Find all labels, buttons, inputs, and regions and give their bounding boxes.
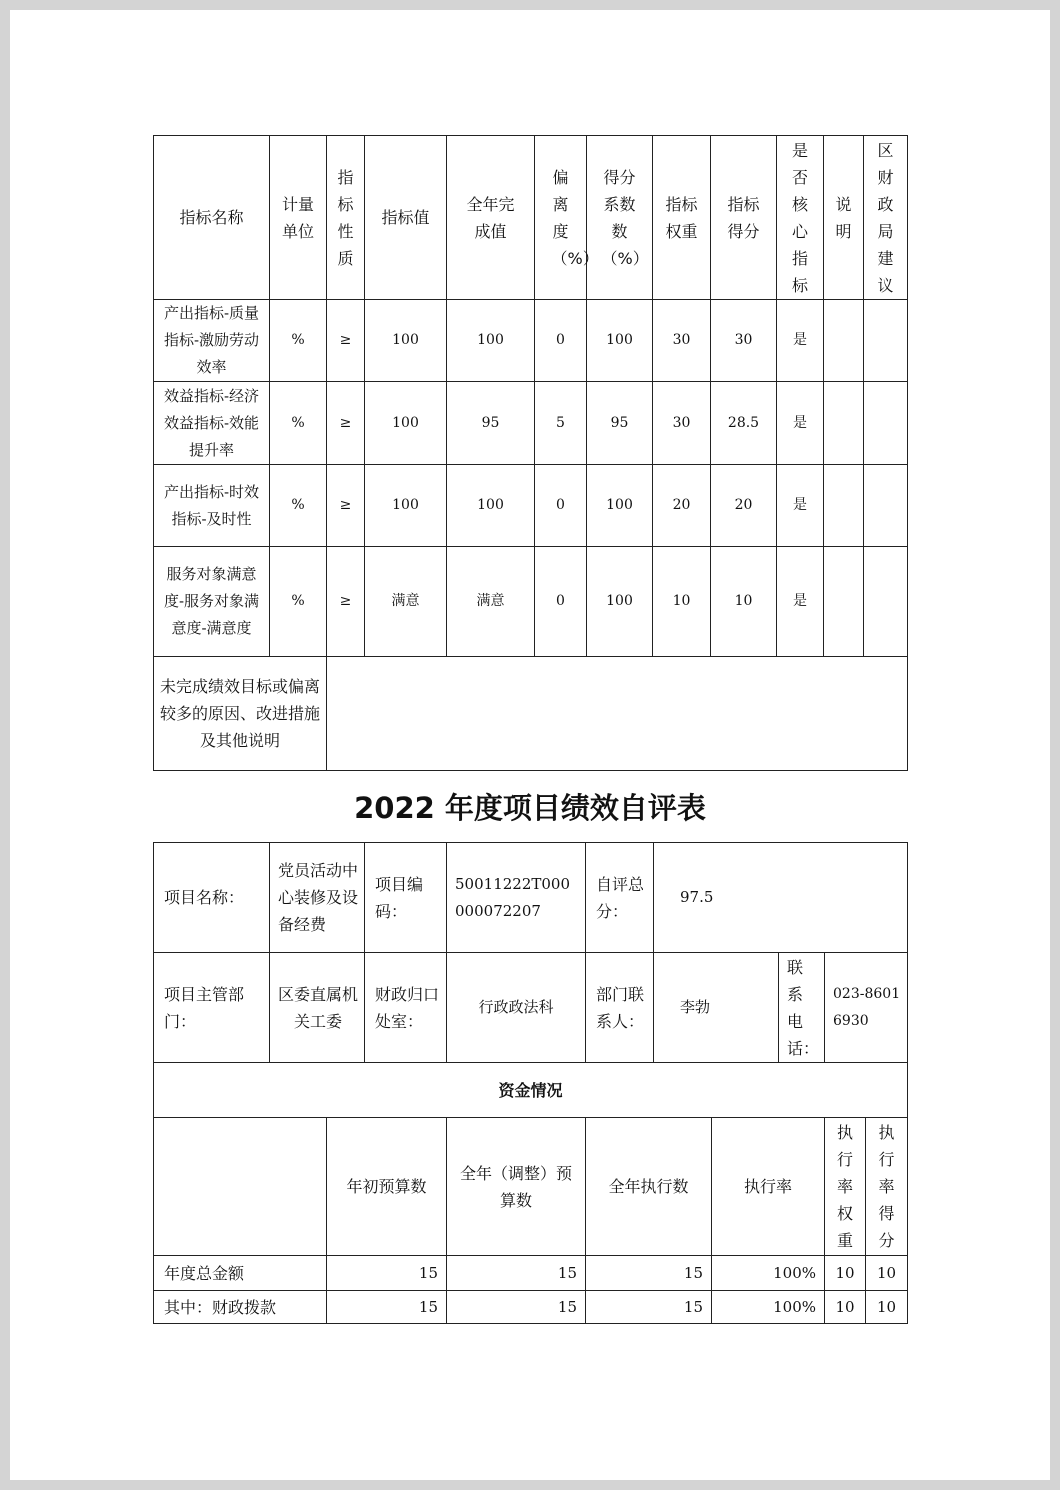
target: 100	[365, 465, 447, 547]
target: 100	[365, 300, 447, 382]
project-row-2	[154, 953, 908, 1063]
core: 是	[777, 300, 824, 382]
project-code-label: 项目编码：	[365, 843, 447, 953]
score: 28.5	[711, 382, 777, 465]
target: 100	[365, 382, 447, 465]
indicator-name: 效益指标-经济效益指标-效能提升率	[154, 382, 270, 465]
project-table	[153, 842, 908, 1324]
initial-budget: 15	[327, 1291, 447, 1324]
nature: ≥	[327, 547, 365, 657]
header-execution-rate: 执行率	[712, 1118, 825, 1256]
execution-rate: 100%	[712, 1256, 825, 1291]
header-adjusted-budget: 全年（调整）预算数	[447, 1118, 586, 1256]
indicator-name: 服务对象满意度-服务对象满意度-满意度	[154, 547, 270, 657]
table-row	[154, 1291, 908, 1324]
coefficient: 100	[587, 300, 653, 382]
finance-label: 财政归口处室：	[365, 953, 447, 1063]
unit: %	[270, 300, 327, 382]
table-row	[154, 1256, 908, 1291]
actual: 95	[447, 382, 535, 465]
rate-weight: 10	[825, 1291, 866, 1324]
header-executed: 全年执行数	[586, 1118, 712, 1256]
self-score-label: 自评总分：	[586, 843, 654, 953]
advice	[864, 300, 908, 382]
footer-label: 未完成绩效目标或偏离较多的原因、改进措施及其他说明	[154, 657, 327, 771]
actual: 满意	[447, 547, 535, 657]
nature: ≥	[327, 300, 365, 382]
funds-section-title: 资金情况	[154, 1063, 908, 1118]
unit: %	[270, 382, 327, 465]
header-rate-weight: 执行率权重	[825, 1118, 866, 1256]
phone-label: 联系电话：	[779, 953, 825, 1063]
document-page	[10, 10, 1050, 1480]
indicator-table	[153, 135, 908, 771]
score: 20	[711, 465, 777, 547]
core: 是	[777, 382, 824, 465]
deviation: 0	[535, 300, 587, 382]
header-note: 说明	[824, 136, 864, 300]
actual: 100	[447, 465, 535, 547]
dept: 区委直属机关工委	[270, 953, 365, 1063]
score: 30	[711, 300, 777, 382]
target: 满意	[365, 547, 447, 657]
coefficient: 95	[587, 382, 653, 465]
header-unit: 计量单位	[270, 136, 327, 300]
self-score: 97.5	[654, 843, 908, 953]
footer-value	[327, 657, 908, 771]
funds-section-row	[154, 1063, 908, 1118]
advice	[864, 547, 908, 657]
header-indicator-name: 指标名称	[154, 136, 270, 300]
core: 是	[777, 465, 824, 547]
project-row-1	[154, 843, 908, 953]
footer-row	[154, 657, 908, 771]
header-target: 指标值	[365, 136, 447, 300]
row-label: 年度总金额	[154, 1256, 327, 1291]
note	[824, 382, 864, 465]
execution-rate: 100%	[712, 1291, 825, 1324]
weight: 30	[653, 382, 711, 465]
rate-score: 10	[866, 1291, 908, 1324]
project-name-label: 项目名称：	[154, 843, 270, 953]
initial-budget: 15	[327, 1256, 447, 1291]
advice	[864, 465, 908, 547]
coefficient: 100	[587, 465, 653, 547]
finance-office: 行政政法科	[447, 953, 586, 1063]
header-initial-budget: 年初预算数	[327, 1118, 447, 1256]
header-core: 是否核心指标	[777, 136, 824, 300]
header-weight: 指标权重	[653, 136, 711, 300]
note	[824, 465, 864, 547]
header-actual: 全年完成值	[447, 136, 535, 300]
contact: 李勃	[654, 953, 779, 1063]
table-row	[154, 547, 908, 657]
adjusted-budget: 15	[447, 1291, 586, 1324]
funds-header-row	[154, 1118, 908, 1256]
core: 是	[777, 547, 824, 657]
rate-weight: 10	[825, 1256, 866, 1291]
header-coefficient: 得分系数数（%）	[587, 136, 653, 300]
note	[824, 547, 864, 657]
header-nature: 指标性质	[327, 136, 365, 300]
nature: ≥	[327, 465, 365, 547]
header-advice: 区财政局建议	[864, 136, 908, 300]
advice	[864, 382, 908, 465]
deviation: 5	[535, 382, 587, 465]
row-label: 其中：财政拨款	[154, 1291, 327, 1324]
table-row	[154, 300, 908, 382]
funds-header-blank	[154, 1118, 327, 1256]
score: 10	[711, 547, 777, 657]
contact-label: 部门联系人：	[586, 953, 654, 1063]
table-row	[154, 465, 908, 547]
actual: 100	[447, 300, 535, 382]
executed: 15	[586, 1256, 712, 1291]
deviation: 0	[535, 547, 587, 657]
unit: %	[270, 547, 327, 657]
adjusted-budget: 15	[447, 1256, 586, 1291]
coefficient: 100	[587, 547, 653, 657]
nature: ≥	[327, 382, 365, 465]
note	[824, 300, 864, 382]
weight: 30	[653, 300, 711, 382]
phone: 023-86016930	[825, 953, 908, 1063]
header-deviation: 偏离度（%）	[535, 136, 587, 300]
unit: %	[270, 465, 327, 547]
indicator-name: 产出指标-质量指标-激励劳动效率	[154, 300, 270, 382]
project-code: 50011222T000000072207	[447, 843, 586, 953]
rate-score: 10	[866, 1256, 908, 1291]
deviation: 0	[535, 465, 587, 547]
header-rate-score: 执行率得分	[866, 1118, 908, 1256]
header-score: 指标得分	[711, 136, 777, 300]
project-name: 党员活动中心装修及设备经费	[270, 843, 365, 953]
table-row	[154, 382, 908, 465]
weight: 10	[653, 547, 711, 657]
indicator-name: 产出指标-时效指标-及时性	[154, 465, 270, 547]
dept-label: 项目主管部门：	[154, 953, 270, 1063]
executed: 15	[586, 1291, 712, 1324]
weight: 20	[653, 465, 711, 547]
form-title: 2022 年度项目绩效自评表	[354, 791, 706, 825]
indicator-header-row	[154, 136, 908, 300]
